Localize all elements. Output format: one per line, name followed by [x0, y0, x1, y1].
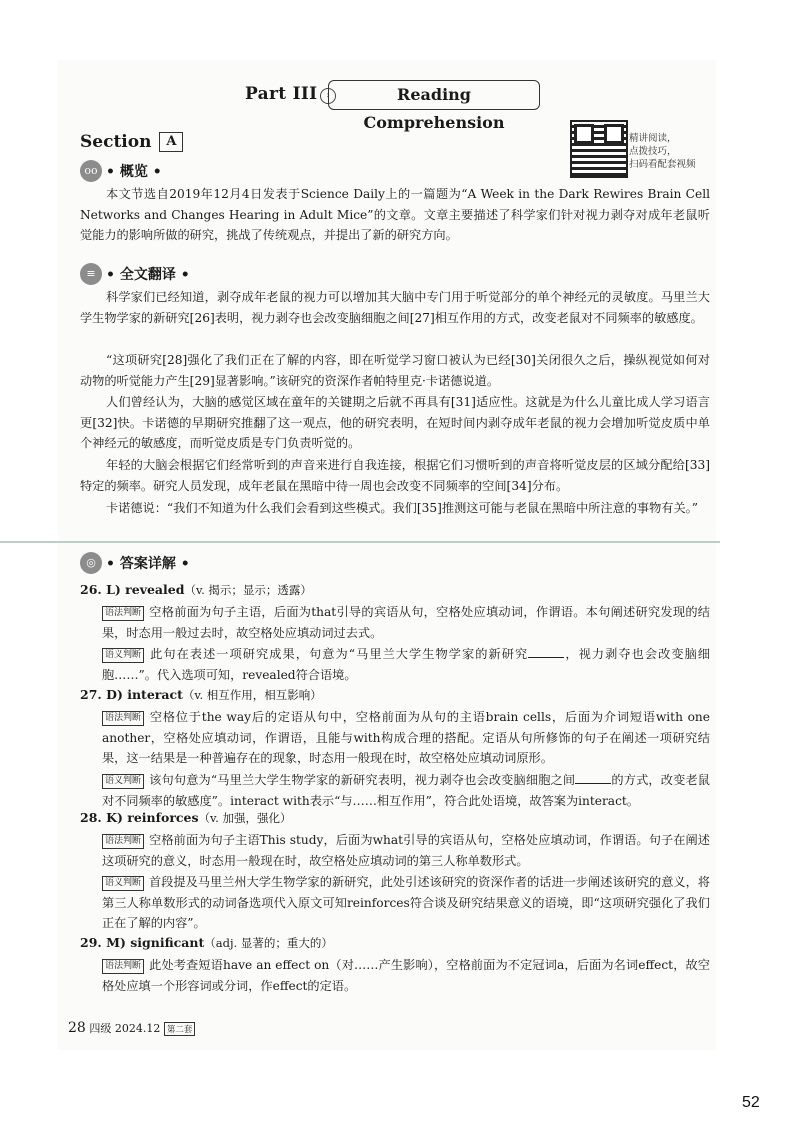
explanation-text: 空格前面为句子主语，后面为that引导的宾语从句，空格处应填动词，作谓语。本句阐述研究发现的结果，时态用一般过去时，故空格处应填动词过去式。 [102, 605, 710, 640]
explanation-text: 空格前面为句子主语This study，后面为what引导的宾语从句，空格处应填动词，作谓语。句子在阐述这项研究的意义，时态用一般现在时，故空格处应填动词的第三人称单数形式。 [102, 833, 710, 868]
page-footer [68, 1020, 195, 1036]
translation-paragraph: “这项研究[28]强化了我们正在了解的内容，即在听觉学习窗口被认为已经[30]关闭很久之后，操纵视觉如何对动物的听觉能力产生[29]显著影响。”该研究的资深作者帕特里克·卡诺德说道。 [80, 353, 710, 388]
answer-key: K) reinforces [106, 810, 199, 825]
grammar-tag: 语法判断 [102, 959, 144, 974]
explanation-text: 该句句意为“马里兰大学生物学家的新研究表明，视力剥夺也会改变脑细胞之间 [149, 773, 576, 787]
translation-title: • 全文翻译 • [106, 267, 190, 283]
footer-page-number: 28 [68, 1020, 86, 1036]
translation-paragraph: 人们曾经认为，大脑的感觉区域在童年的关键期之后就不再具有[31]适应性。这就是为什么儿童比成人学习语言更[32]快。卡诺德的早期研究推翻了这一观点，他的研究表明，在短时间内剥夺成年老鼠的视力会增加听觉皮质中单个神经元的敏感度，而听觉皮质是专门负责听觉的。 [80, 395, 710, 450]
explanation-text: 此句在表述一项研究成果，句意为“马里兰大学生物学家的新研究 [149, 647, 529, 661]
meaning-tag: 语义判断 [102, 876, 144, 891]
answer-gloss: （v. 加强，强化） [198, 811, 292, 825]
answer-gloss: （v. 揭示；显示；透露） [184, 583, 312, 597]
answer-key: D) interact [106, 687, 183, 702]
grammar-tag: 语法判断 [102, 834, 144, 849]
explanation-text: 空格位于the way后的定语从句中，空格前面为从句的主语brain cells，后面为介词短语with one another，空格处应填动词，作谓语，且能与with构成合理的搭配。定语从句所修饰的句子在阐述一项研究结果，这一结果是一种普遍存在的现象，时态用一般现在时，故空格处应填动词原形。 [102, 710, 710, 765]
answer-blank [528, 657, 564, 658]
answer-key: M) significant [106, 935, 205, 950]
meaning-explanation [102, 644, 710, 685]
lightbulb-icon: ◎ [80, 552, 102, 574]
grammar-tag: 语法判断 [102, 711, 144, 726]
meaning-tag: 语义判断 [102, 648, 144, 663]
qr-caption [629, 132, 696, 171]
answers-title: • 答案详解 • [106, 556, 190, 572]
answer-item-header [80, 582, 312, 598]
translation-paragraph: 科学家们已经知道，剥夺成年老鼠的视力可以增加其大脑中专门用于听觉部分的单个神经元的灵敏度。马里兰大学生物学家的新研究[26]表明，视力剥夺也会改变脑细胞之间[27]相互作用的方式，改变老鼠对不同频率的敏感度。 [80, 290, 710, 325]
section-letter: A [159, 132, 183, 152]
explanation-text: ，视力剥夺也会改变脑细胞……”。代入选项可知，revealed符合语境。 [102, 647, 710, 682]
answer-gloss: （v. 相互作用，相互影响） [182, 688, 322, 702]
answer-item-header [80, 935, 333, 951]
arrow-icon: › [320, 88, 336, 104]
grammar-tag: 语法判断 [102, 606, 144, 621]
qr-line: 扫码看配套视频 [629, 159, 696, 170]
footer-set-badge: 第二套 [164, 1022, 196, 1036]
answer-gloss: （adj. 显著的；重大的） [204, 936, 333, 950]
answer-number: 27. [80, 687, 102, 702]
section-divider [0, 541, 720, 543]
section-label: Section [80, 132, 152, 152]
overview-text: 本文节选自2019年12月4日发表于Science Daily上的一篇题为“A Week in the Dark Rewires Brain Cell Networks and Changes Hearing in Adult Mice”的文章。文章主要描述了科学家们针对视力剥夺对成年老鼠听觉能力的影响所做的研究，挑战了传统观点，并提出了新的研究方向。 [80, 187, 710, 242]
section-title: Reading Comprehension [328, 80, 540, 110]
explanation-text: 的方式，改变老鼠对不同频率的敏感度”。interact with表示“与……相互作用”，符合此处语境，故答案为interact。 [102, 773, 710, 808]
document-page [58, 60, 716, 1050]
answer-number: 28. [80, 810, 102, 825]
part-label: Part III [245, 84, 318, 104]
meaning-tag: 语义判断 [102, 774, 144, 789]
answer-item-header [80, 687, 322, 703]
answer-blank [575, 783, 611, 784]
answer-key: L) revealed [106, 582, 185, 597]
translation-paragraph: 卡诺德说：“我们不知道为什么我们会看到这些模式。我们[35]推测这可能与老鼠在黑暗中所注意的事物有关。” [106, 501, 699, 515]
meaning-explanation [102, 770, 710, 811]
qr-line: 精讲阅读， [629, 133, 677, 144]
explanation-text: 此处考查短语have an effect on（对……产生影响），空格前面为不定冠词a，后面为名词effect，故空格处应填一个形容词或分词，作effect的定语。 [102, 958, 710, 993]
document-icon: ≡ [80, 263, 102, 285]
section-heading [80, 132, 183, 152]
qr-line: 点拨技巧， [629, 146, 677, 157]
glasses-icon: oo [80, 160, 102, 182]
meaning-explanation [102, 872, 710, 934]
answer-number: 26. [80, 582, 102, 597]
grammar-explanation [102, 830, 710, 871]
grammar-explanation [102, 707, 710, 769]
pdf-page-number: 52 [742, 1094, 760, 1111]
part-title [58, 80, 716, 132]
translation-paragraph: 年轻的大脑会根据它们经常听到的声音来进行自我连接，根据它们习惯听到的声音将听觉皮层的区域分配给[33]特定的频率。研究人员发现，成年老鼠在黑暗中待一周也会改变不同频率的空间[34]分布。 [80, 458, 710, 493]
answer-item-header [80, 810, 291, 826]
grammar-explanation [102, 955, 710, 996]
answer-number: 29. [80, 935, 102, 950]
explanation-text: 首段提及马里兰州大学生物学家的新研究，此处引述该研究的资深作者的话进一步阐述该研究的意义，将第三人称单数形式的动词备选项代入原文可知reinforces符合谈及研究结果意义的语境，即“这项研究强化了我们正在了解的内容”。 [102, 875, 710, 930]
qr-code-icon[interactable] [570, 120, 628, 178]
grammar-explanation [102, 602, 710, 643]
footer-label: 四级 2024.12 [89, 1022, 161, 1035]
overview-title: • 概览 • [106, 164, 162, 180]
